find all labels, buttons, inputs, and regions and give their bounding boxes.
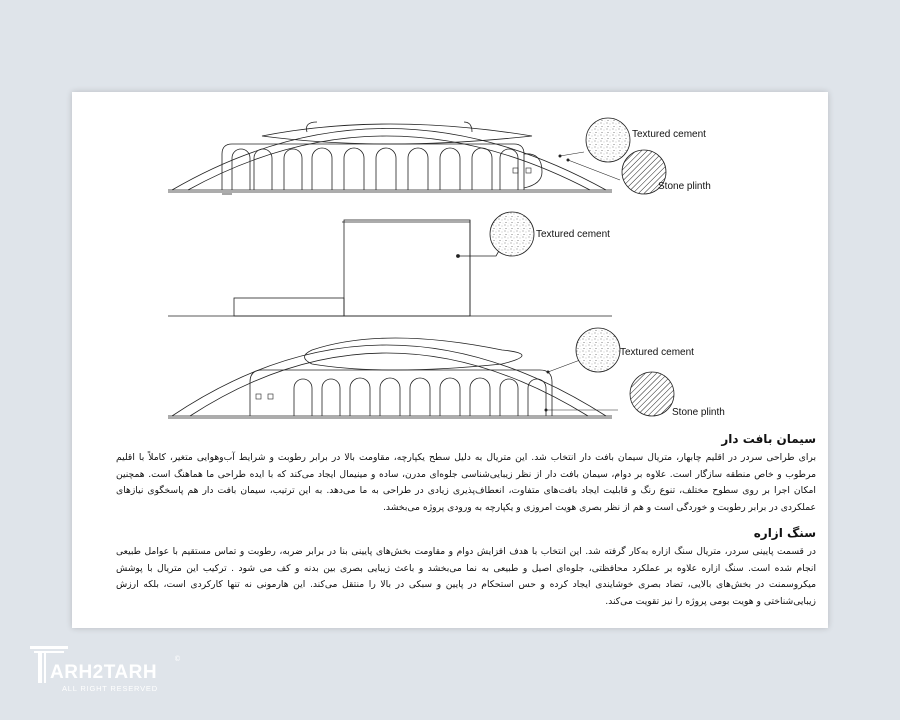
stone-plinth-swatch-3 bbox=[630, 372, 674, 416]
label-textured-cement-1: Textured cement bbox=[632, 129, 706, 140]
arh2tarh-logo bbox=[28, 640, 188, 700]
elevation-1 bbox=[168, 122, 612, 194]
label-textured-cement-3: Textured cement bbox=[620, 347, 694, 358]
label-stone-plinth-1: Stone plinth bbox=[658, 181, 711, 192]
elevation-drawings bbox=[72, 92, 828, 432]
elevation-3-arches bbox=[294, 378, 546, 416]
textured-cement-swatch-3 bbox=[576, 328, 620, 372]
label-textured-cement-2: Textured cement bbox=[536, 229, 610, 240]
textured-cement-swatch-2 bbox=[490, 212, 534, 256]
registered-icon: © bbox=[174, 655, 181, 663]
document-sheet bbox=[72, 92, 828, 628]
stone-heading: سنگ ازاره bbox=[753, 526, 816, 540]
label-stone-plinth-3: Stone plinth bbox=[672, 407, 725, 418]
stone-description bbox=[116, 526, 816, 610]
cement-heading: سیمان بافت دار bbox=[721, 432, 816, 446]
cement-paragraph: برای طراحی سردر در اقلیم چابهار، متریال سیمان بافت دار انتخاب شد. این متریال به دلیل سطح یکپارچه، مقاومت بالا در برابر رطوبت و شرایط آب‌وهوایی متغیر، کاملاً با اقلیم مرطوب و خاص منطقه سازگار است. علاوه بر دوام، سیمان بافت دار از نظر زیبایی‌شناسی جلوه‌ای مدرن، ساده و مینیمال ایجاد می‌کند که با ایده طراحی ما هماهنگ است. همچنین امکان اجرا بر روی سطوح مختلف، تنوع رنگ و قابلیت ایجاد بافت‌های متفاوت، انعطاف‌پذیری زیادی در طراحی به ما می‌دهد. به این ترتیب، سیمان بافت دار هم پاسخگوی نیازهای عملکردی در برابر رطوبت و خوردگی است و هم از نظر بصری هویت امروزی و یکپارچه به ورودی پروژه می‌بخشد. bbox=[116, 452, 816, 513]
stone-paragraph: در قسمت پایینی سردر، متریال سنگ ازاره به‌کار گرفته شد. این انتخاب با هدف افزایش دوام و مقاومت بخش‌های پایینی بنا در برابر ضربه، رطوبت و تماس مستقیم با عوامل طبیعی انجام شده است. سنگ ازاره علاوه بر عملکرد محافظتی، جلوه‌ای اصیل و طبیعی به نما می‌بخشد و باعث زیبایی بصری بین بدنه و کف می شود . ترکیب این متریال با پوشش میکروسمنت در بخش‌های بالایی، تضاد بصری خوشایندی ایجاد کرده و حس استحکام در پایین و سبکی در بالا را منتقل می‌کند. این هارمونی نه تنها کارکردی است، بلکه ارزش زیبایی‌شناختی و هویت بومی پروژه را نیز تقویت می‌کند. bbox=[116, 546, 816, 607]
logo-tagline: ALL RIGHT RESERVED bbox=[62, 684, 158, 693]
elevation-1-arches bbox=[232, 148, 518, 190]
elevation-3-details bbox=[256, 360, 618, 412]
textured-cement-swatch-1 bbox=[586, 118, 630, 162]
cement-description bbox=[116, 432, 816, 516]
logo-wordmark: ARH2TARH bbox=[50, 662, 158, 683]
